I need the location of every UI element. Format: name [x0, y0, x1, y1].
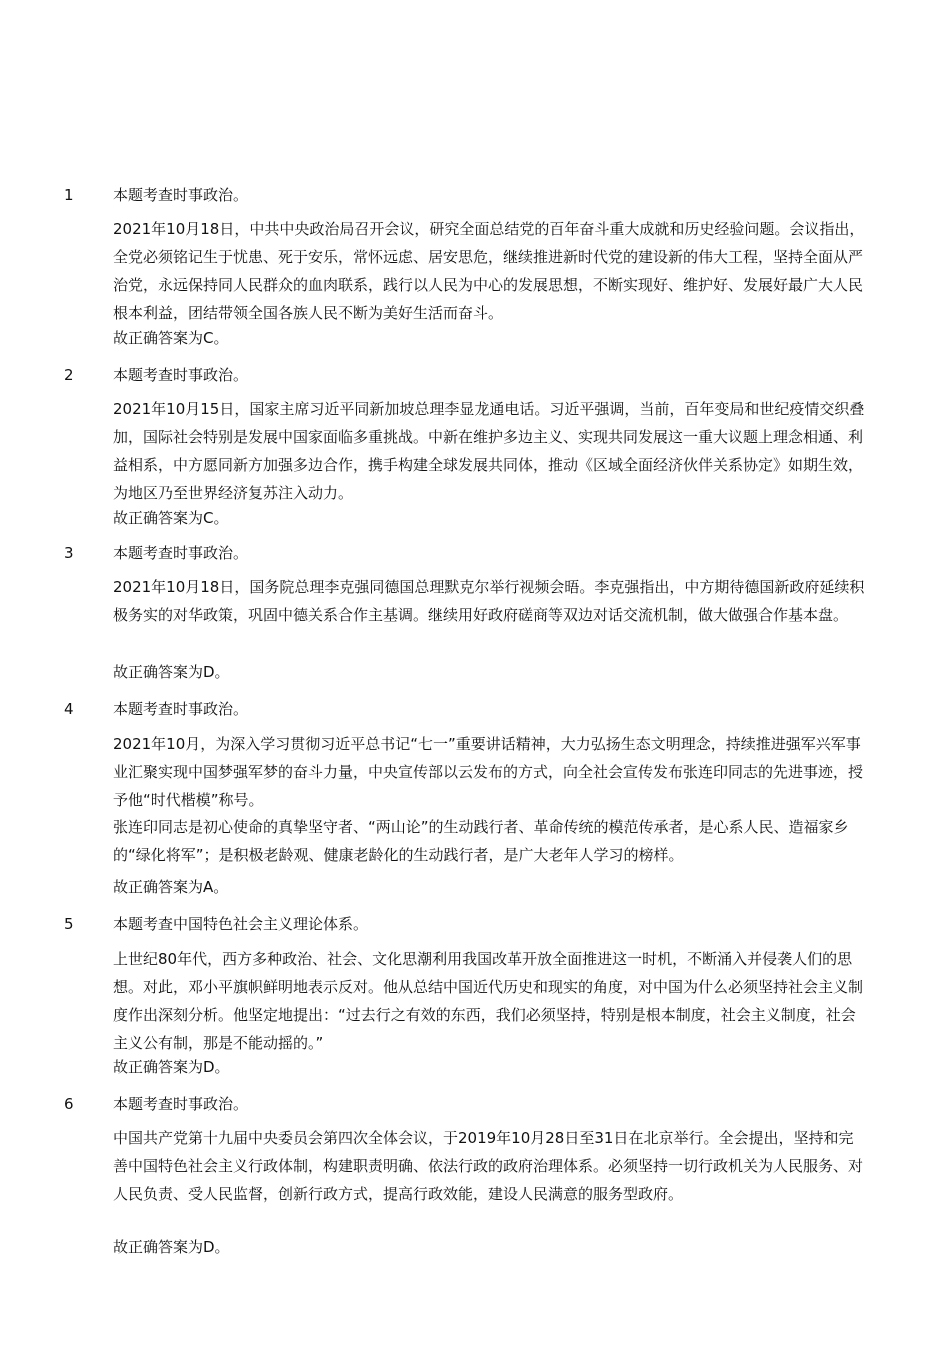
question-topic: 本题考查时事政治。	[113, 700, 249, 718]
explanation-paragraph: 2021年10月，为深入学习贯彻习近平总书记“七一”重要讲话精神，大力弘扬生态文明理念，持续推进强军兴军事业汇聚实现中国梦强军梦的奋斗力量，中央宣传部以云发布的方式，向全社会宣传发布张连印同志的先进事迹，授予他“时代楷模”称号。	[113, 735, 864, 809]
explanation-paragraph: 张连印同志是初心使命的真挚坚守者、“两山论”的生动践行者、革命传统的模范传承者，是心系人民、造福家乡的“绿化将军”；是积极老龄观、健康老龄化的生动践行者，是广大老年人学习的榜样。	[113, 818, 849, 864]
question-topic: 本题考查时事政治。	[113, 366, 249, 384]
answer-line: 故正确答案为D。	[113, 1238, 230, 1256]
question-topic: 本题考查中国特色社会主义理论体系。	[113, 915, 369, 933]
explanation-paragraph: 2021年10月18日，中共中央政治局召开会议，研究全面总结党的百年奋斗重大成就和历史经验问题。会议指出，全党必须铭记生于忧患、死于安乐，常怀远虑、居安思危，继续推进新时代党的建设新的伟大工程，坚持全面从严治党，永远保持同人民群众的血肉联系，践行以人民为中心的发展思想，不断实现好、维护好、发展好最广大人民根本利益，团结带领全国各族人民不断为美好生活而奋斗。	[113, 220, 865, 322]
question-number: 6	[64, 1095, 74, 1113]
question-number: 2	[64, 366, 74, 384]
explanation-paragraph: 2021年10月15日，国家主席习近平同新加坡总理李显龙通电话。习近平强调，当前，百年变局和世纪疫情交织叠加，国际社会特别是发展中国家面临多重挑战。中新在维护多边主义、实现共同发展这一重大议题上理念相通、利益相系，中方愿同新方加强多边合作，携手构建全球发展共同体，推动《区域全面经济伙伴关系协定》如期生效，为地区乃至世界经济复苏注入动力。	[113, 400, 865, 502]
answer-line: 故正确答案为D。	[113, 1058, 230, 1076]
question-topic: 本题考查时事政治。	[113, 544, 249, 562]
question-number: 1	[64, 186, 74, 204]
explanation-paragraph: 2021年10月18日，国务院总理李克强同德国总理默克尔举行视频会晤。李克强指出，中方期待德国新政府延续积极务实的对华政策，巩固中德关系合作主基调。继续用好政府磋商等双边对话交流机制，做大做强合作基本盘。	[113, 578, 865, 624]
explanation-paragraph: 中国共产党第十九届中央委员会第四次全体会议，于2019年10月28日至31日在北京举行。全会提出，坚持和完善中国特色社会主义行政体制，构建职责明确、依法行政的政府治理体系。必须坚持一切行政机关为人民服务、对人民负责、受人民监督，创新行政方式，提高行政效能，建设人民满意的服务型政府。	[113, 1129, 864, 1203]
answer-line: 故正确答案为A。	[113, 878, 229, 896]
question-number: 4	[64, 700, 74, 718]
explanation-paragraph: 上世纪80年代，西方多种政治、社会、文化思潮利用我国改革开放全面推进这一时机，不断涌入并侵袭人们的思想。对此，邓小平旗帜鲜明地表示反对。他从总结中国近代历史和现实的角度，对中国为什么必须坚持社会主义制度作出深刻分析。他坚定地提出：“过去行之有效的东西，我们必须坚持，特别是根本制度，社会主义制度，社会主义公有制，那是不能动摇的。”	[113, 950, 864, 1052]
answer-line: 故正确答案为D。	[113, 663, 230, 681]
question-topic: 本题考查时事政治。	[113, 1095, 249, 1113]
question-number: 3	[64, 544, 74, 562]
answer-line: 故正确答案为C。	[113, 329, 229, 347]
answer-line: 故正确答案为C。	[113, 509, 229, 527]
question-topic: 本题考查时事政治。	[113, 186, 249, 204]
question-number: 5	[64, 915, 74, 933]
